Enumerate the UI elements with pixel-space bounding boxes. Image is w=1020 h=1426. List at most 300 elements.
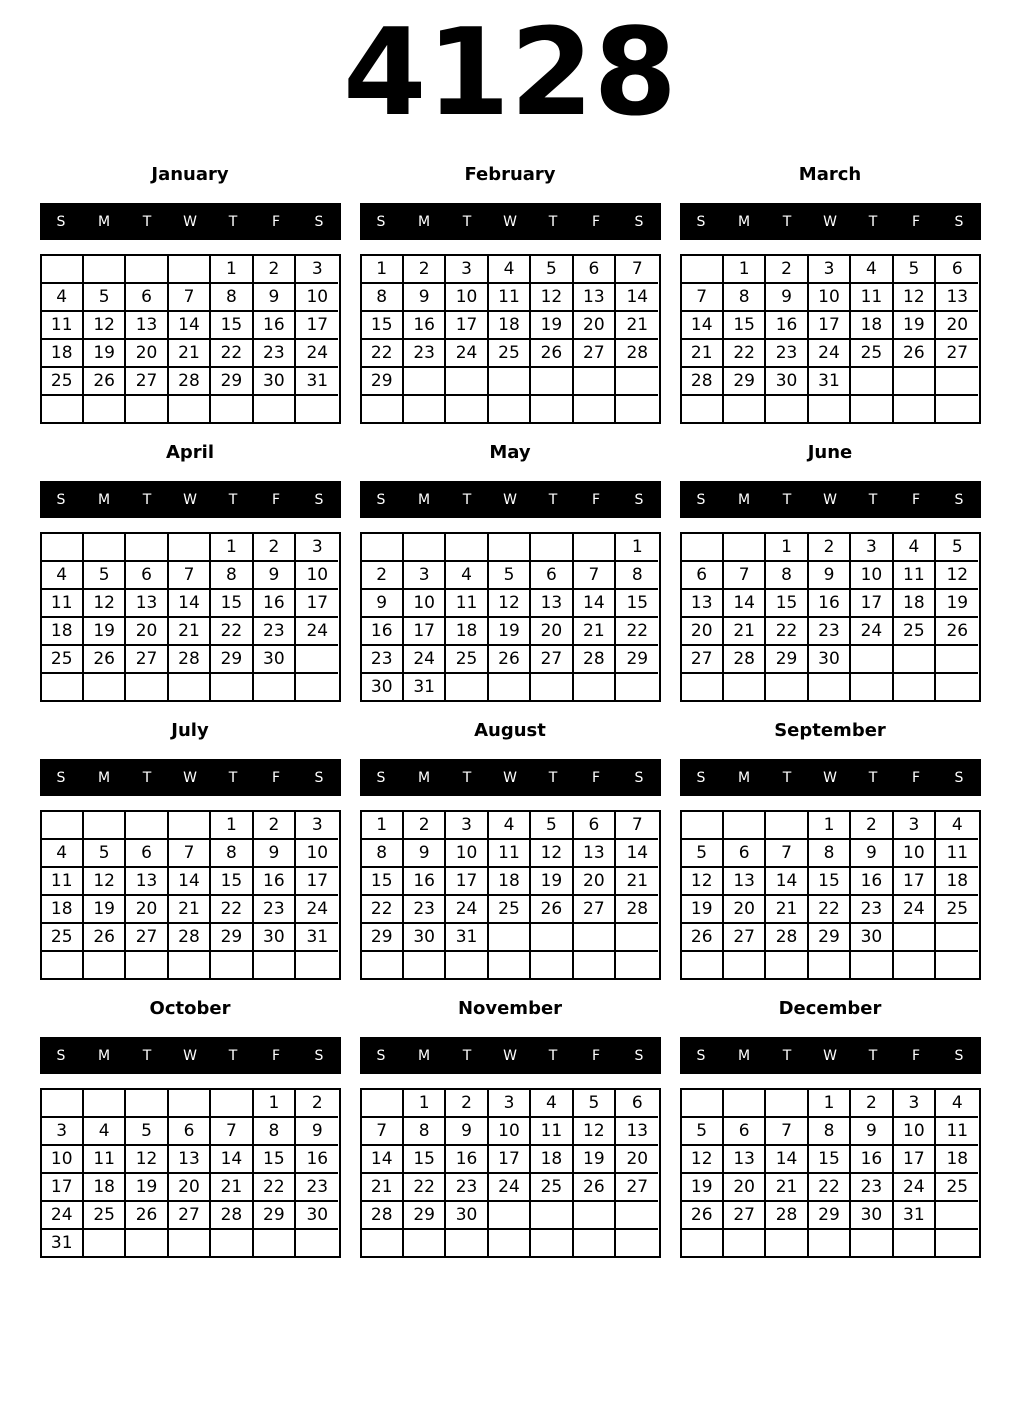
day-cell-9: 9	[254, 562, 296, 590]
day-cell-empty	[84, 674, 126, 700]
day-cell-15: 15	[211, 868, 253, 896]
weekday-label: M	[417, 491, 431, 508]
weekday-label: T	[462, 769, 472, 786]
day-cell-6: 6	[574, 812, 616, 840]
day-cell-10: 10	[446, 284, 488, 312]
day-cell-empty	[446, 1230, 488, 1256]
day-cell-26: 26	[84, 924, 126, 952]
day-cell-22: 22	[766, 618, 808, 646]
day-cell-4: 4	[531, 1090, 573, 1118]
weekday-label: T	[142, 769, 152, 786]
day-cell-24: 24	[851, 618, 893, 646]
day-cell-empty	[766, 812, 808, 840]
day-cell-9: 9	[446, 1118, 488, 1146]
weekday-label: T	[868, 213, 878, 230]
day-cell-empty	[682, 1230, 724, 1256]
day-cell-23: 23	[404, 896, 446, 924]
day-cell-17: 17	[296, 312, 338, 340]
day-cell-3: 3	[446, 256, 488, 284]
day-cell-12: 12	[936, 562, 978, 590]
day-cell-10: 10	[809, 284, 851, 312]
day-cell-10: 10	[296, 840, 338, 868]
day-cell-4: 4	[894, 534, 936, 562]
day-cell-26: 26	[894, 340, 936, 368]
day-cell-11: 11	[42, 312, 84, 340]
day-cell-29: 29	[404, 1202, 446, 1230]
weekday-label: F	[591, 491, 601, 508]
weekday-label: F	[271, 769, 281, 786]
day-cell-21: 21	[169, 340, 211, 368]
weekday-label: S	[376, 213, 386, 230]
weekday-label: W	[183, 1047, 197, 1064]
day-cell-4: 4	[489, 256, 531, 284]
day-cell-16: 16	[404, 868, 446, 896]
day-cell-19: 19	[894, 312, 936, 340]
day-cell-24: 24	[809, 340, 851, 368]
weekday-label: F	[911, 213, 921, 230]
day-cell-29: 29	[211, 924, 253, 952]
calendar-page	[0, 4, 1020, 1258]
day-cell-22: 22	[809, 1174, 851, 1202]
day-cell-26: 26	[574, 1174, 616, 1202]
day-cell-17: 17	[446, 868, 488, 896]
day-cell-29: 29	[616, 646, 658, 674]
day-cell-empty	[616, 924, 658, 952]
day-cell-empty	[894, 646, 936, 674]
day-cell-14: 14	[766, 1146, 808, 1174]
day-cell-13: 13	[936, 284, 978, 312]
day-cell-14: 14	[574, 590, 616, 618]
day-cell-empty	[574, 924, 616, 952]
day-cell-empty	[362, 396, 404, 422]
day-cell-15: 15	[766, 590, 808, 618]
day-cell-24: 24	[446, 340, 488, 368]
day-cell-17: 17	[894, 868, 936, 896]
day-cell-19: 19	[531, 312, 573, 340]
day-cell-20: 20	[682, 618, 724, 646]
day-cell-29: 29	[809, 1202, 851, 1230]
day-cell-25: 25	[936, 1174, 978, 1202]
month-block	[360, 442, 661, 702]
weekday-label: F	[911, 1047, 921, 1064]
weekday-label: S	[376, 491, 386, 508]
weekday-label: T	[142, 213, 152, 230]
day-cell-2: 2	[851, 1090, 893, 1118]
weekday-label: W	[503, 1047, 517, 1064]
day-cell-10: 10	[894, 1118, 936, 1146]
day-cell-empty	[851, 1230, 893, 1256]
day-cell-8: 8	[211, 284, 253, 312]
day-cell-5: 5	[126, 1118, 168, 1146]
day-cell-empty	[724, 534, 766, 562]
day-cell-empty	[489, 674, 531, 700]
day-cell-26: 26	[682, 1202, 724, 1230]
day-cell-31: 31	[809, 368, 851, 396]
day-cell-22: 22	[211, 896, 253, 924]
month-title: July	[171, 720, 209, 741]
day-cell-27: 27	[724, 1202, 766, 1230]
day-cell-empty	[894, 396, 936, 422]
day-cell-2: 2	[851, 812, 893, 840]
weekday-label: S	[314, 769, 324, 786]
day-cell-4: 4	[446, 562, 488, 590]
day-cell-4: 4	[42, 284, 84, 312]
day-cell-6: 6	[724, 840, 766, 868]
weekday-header-row	[680, 759, 981, 796]
weekday-label: M	[737, 1047, 751, 1064]
month-title: September	[774, 720, 886, 741]
day-cell-28: 28	[574, 646, 616, 674]
day-cell-28: 28	[616, 896, 658, 924]
day-cell-empty	[766, 674, 808, 700]
day-cell-20: 20	[616, 1146, 658, 1174]
day-cell-14: 14	[211, 1146, 253, 1174]
month-block	[40, 998, 341, 1258]
weekday-label: S	[314, 1047, 324, 1064]
weekday-label: S	[634, 491, 644, 508]
day-cell-19: 19	[682, 1174, 724, 1202]
day-cell-14: 14	[169, 868, 211, 896]
day-cell-11: 11	[42, 590, 84, 618]
day-cell-empty	[531, 1230, 573, 1256]
day-cell-empty	[126, 952, 168, 978]
weekday-label: T	[462, 213, 472, 230]
month-title: January	[151, 164, 229, 185]
day-cell-13: 13	[574, 284, 616, 312]
day-cell-empty	[809, 674, 851, 700]
day-cell-empty	[766, 396, 808, 422]
day-cell-empty	[724, 952, 766, 978]
month-block	[40, 720, 341, 980]
day-cell-16: 16	[766, 312, 808, 340]
day-cell-2: 2	[254, 256, 296, 284]
day-cell-13: 13	[724, 1146, 766, 1174]
day-cell-9: 9	[254, 840, 296, 868]
weekday-label: S	[696, 213, 706, 230]
day-cell-28: 28	[211, 1202, 253, 1230]
weekday-header-row	[40, 759, 341, 796]
day-cell-7: 7	[682, 284, 724, 312]
day-cell-empty	[724, 1090, 766, 1118]
month-day-grid	[680, 810, 981, 980]
day-cell-empty	[531, 396, 573, 422]
day-cell-1: 1	[211, 256, 253, 284]
day-cell-20: 20	[724, 896, 766, 924]
day-cell-28: 28	[616, 340, 658, 368]
day-cell-empty	[169, 674, 211, 700]
day-cell-27: 27	[531, 646, 573, 674]
day-cell-13: 13	[126, 312, 168, 340]
weekday-label: M	[417, 1047, 431, 1064]
day-cell-17: 17	[296, 868, 338, 896]
day-cell-empty	[682, 674, 724, 700]
day-cell-24: 24	[489, 1174, 531, 1202]
day-cell-20: 20	[531, 618, 573, 646]
day-cell-26: 26	[936, 618, 978, 646]
day-cell-empty	[809, 952, 851, 978]
day-cell-12: 12	[574, 1118, 616, 1146]
day-cell-empty	[936, 368, 978, 396]
weekday-label: M	[97, 769, 111, 786]
day-cell-16: 16	[254, 868, 296, 896]
day-cell-empty	[531, 952, 573, 978]
day-cell-20: 20	[936, 312, 978, 340]
day-cell-27: 27	[574, 340, 616, 368]
day-cell-15: 15	[404, 1146, 446, 1174]
day-cell-empty	[574, 1230, 616, 1256]
day-cell-empty	[894, 674, 936, 700]
day-cell-empty	[254, 674, 296, 700]
day-cell-26: 26	[531, 340, 573, 368]
day-cell-empty	[489, 396, 531, 422]
day-cell-24: 24	[894, 1174, 936, 1202]
day-cell-9: 9	[296, 1118, 338, 1146]
day-cell-20: 20	[126, 896, 168, 924]
day-cell-7: 7	[169, 284, 211, 312]
weekday-label: W	[823, 1047, 837, 1064]
day-cell-28: 28	[682, 368, 724, 396]
day-cell-16: 16	[809, 590, 851, 618]
day-cell-27: 27	[126, 924, 168, 952]
day-cell-empty	[489, 1202, 531, 1230]
day-cell-empty	[531, 1202, 573, 1230]
day-cell-26: 26	[84, 368, 126, 396]
day-cell-empty	[84, 1230, 126, 1256]
day-cell-16: 16	[851, 868, 893, 896]
weekday-label: F	[591, 213, 601, 230]
day-cell-13: 13	[616, 1118, 658, 1146]
day-cell-26: 26	[531, 896, 573, 924]
day-cell-23: 23	[254, 896, 296, 924]
day-cell-empty	[296, 396, 338, 422]
weekday-label: W	[823, 769, 837, 786]
day-cell-23: 23	[851, 1174, 893, 1202]
year-title: 4128	[343, 4, 677, 143]
day-cell-empty	[682, 952, 724, 978]
day-cell-25: 25	[489, 340, 531, 368]
weekday-label: F	[911, 769, 921, 786]
day-cell-15: 15	[809, 868, 851, 896]
day-cell-empty	[682, 256, 724, 284]
day-cell-6: 6	[126, 840, 168, 868]
day-cell-18: 18	[42, 340, 84, 368]
month-day-grid	[680, 1088, 981, 1258]
day-cell-13: 13	[574, 840, 616, 868]
day-cell-empty	[362, 1230, 404, 1256]
day-cell-8: 8	[809, 840, 851, 868]
day-cell-empty	[766, 1230, 808, 1256]
day-cell-19: 19	[936, 590, 978, 618]
day-cell-4: 4	[42, 840, 84, 868]
day-cell-10: 10	[489, 1118, 531, 1146]
weekday-label: F	[591, 769, 601, 786]
day-cell-28: 28	[766, 1202, 808, 1230]
day-cell-24: 24	[296, 618, 338, 646]
day-cell-empty	[682, 534, 724, 562]
day-cell-30: 30	[254, 924, 296, 952]
day-cell-10: 10	[296, 562, 338, 590]
day-cell-3: 3	[489, 1090, 531, 1118]
day-cell-13: 13	[126, 590, 168, 618]
day-cell-empty	[574, 368, 616, 396]
day-cell-empty	[169, 534, 211, 562]
day-cell-29: 29	[766, 646, 808, 674]
day-cell-empty	[682, 812, 724, 840]
day-cell-5: 5	[682, 1118, 724, 1146]
day-cell-empty	[724, 396, 766, 422]
day-cell-9: 9	[404, 284, 446, 312]
weekday-label: T	[548, 1047, 558, 1064]
day-cell-3: 3	[809, 256, 851, 284]
day-cell-18: 18	[42, 618, 84, 646]
day-cell-18: 18	[531, 1146, 573, 1174]
day-cell-21: 21	[616, 312, 658, 340]
day-cell-6: 6	[574, 256, 616, 284]
day-cell-18: 18	[84, 1174, 126, 1202]
month-block	[680, 998, 981, 1258]
months-grid	[40, 164, 981, 1258]
day-cell-22: 22	[809, 896, 851, 924]
day-cell-empty	[851, 396, 893, 422]
day-cell-19: 19	[531, 868, 573, 896]
day-cell-12: 12	[531, 840, 573, 868]
day-cell-empty	[126, 674, 168, 700]
day-cell-29: 29	[809, 924, 851, 952]
day-cell-23: 23	[766, 340, 808, 368]
month-block	[40, 442, 341, 702]
day-cell-empty	[489, 924, 531, 952]
day-cell-9: 9	[766, 284, 808, 312]
day-cell-24: 24	[446, 896, 488, 924]
day-cell-10: 10	[851, 562, 893, 590]
day-cell-9: 9	[362, 590, 404, 618]
day-cell-12: 12	[84, 312, 126, 340]
day-cell-2: 2	[254, 812, 296, 840]
weekday-label: M	[417, 213, 431, 230]
day-cell-12: 12	[84, 868, 126, 896]
day-cell-7: 7	[724, 562, 766, 590]
day-cell-8: 8	[404, 1118, 446, 1146]
day-cell-12: 12	[894, 284, 936, 312]
month-block	[680, 442, 981, 702]
day-cell-8: 8	[211, 840, 253, 868]
day-cell-empty	[126, 1230, 168, 1256]
day-cell-25: 25	[42, 646, 84, 674]
day-cell-8: 8	[724, 284, 766, 312]
weekday-header-row	[680, 481, 981, 518]
day-cell-9: 9	[254, 284, 296, 312]
day-cell-empty	[42, 674, 84, 700]
month-day-grid	[680, 254, 981, 424]
day-cell-31: 31	[894, 1202, 936, 1230]
weekday-label: S	[634, 1047, 644, 1064]
month-title: June	[807, 442, 853, 463]
day-cell-1: 1	[766, 534, 808, 562]
day-cell-empty	[809, 396, 851, 422]
day-cell-4: 4	[489, 812, 531, 840]
day-cell-empty	[446, 534, 488, 562]
weekday-label: W	[183, 769, 197, 786]
day-cell-empty	[724, 674, 766, 700]
month-day-grid	[360, 532, 661, 702]
day-cell-6: 6	[126, 284, 168, 312]
day-cell-empty	[169, 1090, 211, 1118]
day-cell-empty	[296, 952, 338, 978]
weekday-header-row	[360, 759, 661, 796]
month-day-grid	[40, 1088, 341, 1258]
day-cell-21: 21	[724, 618, 766, 646]
day-cell-empty	[894, 924, 936, 952]
day-cell-empty	[254, 952, 296, 978]
day-cell-empty	[894, 1230, 936, 1256]
day-cell-14: 14	[724, 590, 766, 618]
weekday-label: S	[954, 769, 964, 786]
day-cell-5: 5	[84, 562, 126, 590]
day-cell-4: 4	[84, 1118, 126, 1146]
month-block	[680, 164, 981, 424]
day-cell-3: 3	[446, 812, 488, 840]
day-cell-23: 23	[446, 1174, 488, 1202]
day-cell-22: 22	[362, 340, 404, 368]
day-cell-31: 31	[296, 924, 338, 952]
day-cell-14: 14	[362, 1146, 404, 1174]
day-cell-empty	[489, 534, 531, 562]
weekday-label: W	[503, 769, 517, 786]
day-cell-empty	[362, 952, 404, 978]
day-cell-1: 1	[809, 812, 851, 840]
weekday-label: M	[97, 491, 111, 508]
day-cell-23: 23	[254, 340, 296, 368]
weekday-header-row	[40, 1037, 341, 1074]
day-cell-16: 16	[254, 590, 296, 618]
day-cell-31: 31	[296, 368, 338, 396]
day-cell-31: 31	[404, 674, 446, 700]
day-cell-15: 15	[211, 590, 253, 618]
day-cell-15: 15	[362, 312, 404, 340]
month-block	[360, 998, 661, 1258]
day-cell-8: 8	[616, 562, 658, 590]
day-cell-18: 18	[446, 618, 488, 646]
day-cell-30: 30	[296, 1202, 338, 1230]
day-cell-28: 28	[766, 924, 808, 952]
day-cell-4: 4	[936, 1090, 978, 1118]
day-cell-5: 5	[936, 534, 978, 562]
day-cell-empty	[489, 368, 531, 396]
day-cell-empty	[404, 396, 446, 422]
day-cell-24: 24	[894, 896, 936, 924]
day-cell-22: 22	[362, 896, 404, 924]
weekday-label: W	[503, 491, 517, 508]
day-cell-9: 9	[851, 840, 893, 868]
month-day-grid	[40, 532, 341, 702]
day-cell-empty	[574, 534, 616, 562]
day-cell-11: 11	[894, 562, 936, 590]
day-cell-empty	[724, 1230, 766, 1256]
day-cell-6: 6	[126, 562, 168, 590]
day-cell-27: 27	[126, 368, 168, 396]
day-cell-4: 4	[936, 812, 978, 840]
weekday-label: S	[314, 213, 324, 230]
day-cell-11: 11	[936, 1118, 978, 1146]
day-cell-6: 6	[616, 1090, 658, 1118]
day-cell-empty	[446, 396, 488, 422]
day-cell-2: 2	[404, 256, 446, 284]
day-cell-21: 21	[211, 1174, 253, 1202]
weekday-label: T	[142, 491, 152, 508]
day-cell-31: 31	[446, 924, 488, 952]
day-cell-5: 5	[531, 256, 573, 284]
day-cell-11: 11	[936, 840, 978, 868]
